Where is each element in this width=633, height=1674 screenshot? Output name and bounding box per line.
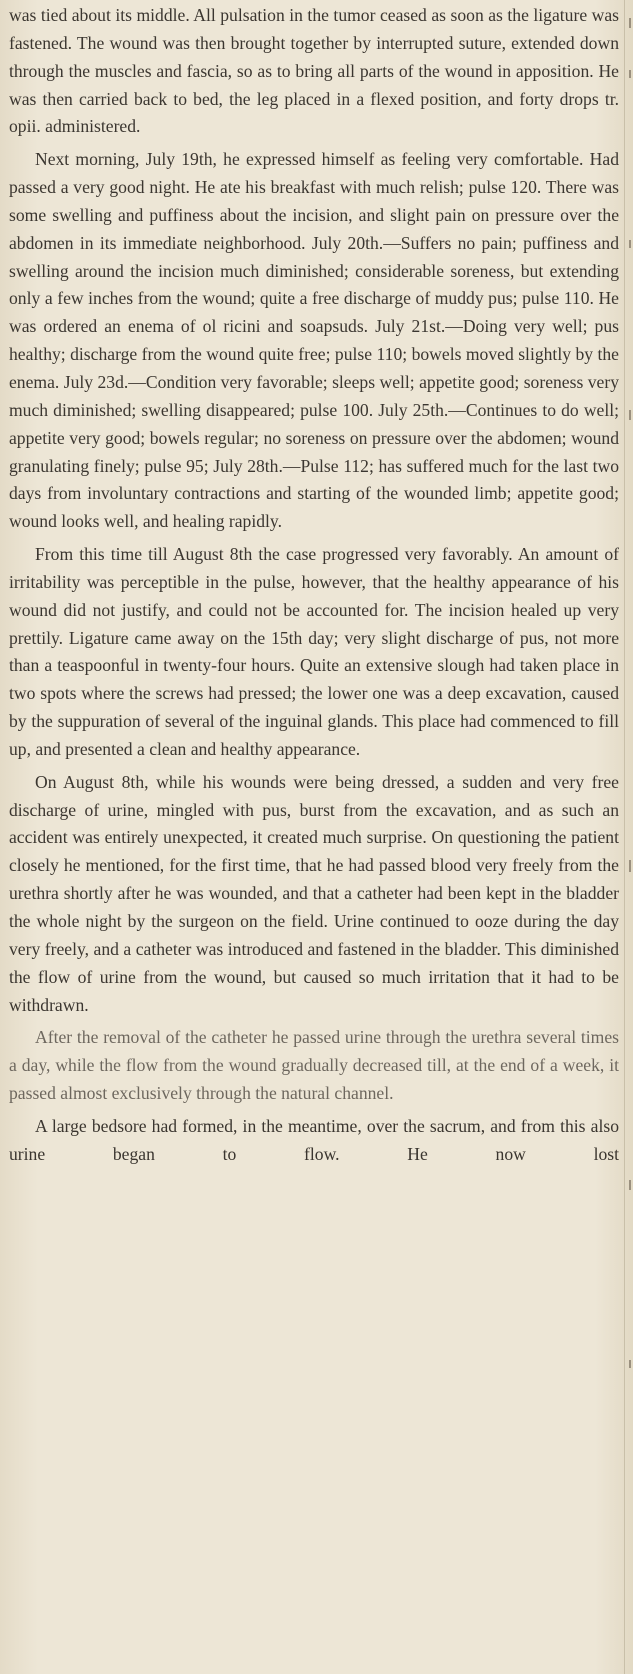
edge-mark (629, 410, 631, 420)
text-column (9, 2, 619, 1174)
paragraph-catheter-removal: After the removal of the catheter he passed urine through the urethra several times a day, while the flow from the wound gradually decreased till, at the end of a week, it passed almost exclusively through the natural channel. (9, 1027, 619, 1104)
page-edge (624, 0, 633, 1674)
paragraph-ligature: was tied about its middle. All pulsation in the tumor ceased as soon as the ligature was fastened. The wound was then brought together by interrupted suture, extended down through the muscles and fascia, so as to bring all parts of the wound in apposition. He was then carried back to bed, the leg placed in a flexed position, and forty drops tr. opii. administered. (9, 5, 619, 137)
paragraph-bedsore: A large bedsore had formed, in the meantime, over the sacrum, and from this also urine began to flow. He now lost (9, 1115, 619, 1164)
edge-mark (629, 240, 631, 248)
edge-mark (629, 70, 631, 78)
paragraph-urine-discharge: On August 8th, while his wounds were being dressed, a sudden and very free discharge of urine, mingled with pus, burst from the excavation, and as such an accident was entirely unexpected, it created much surprise. On questioning the patient closely he mentioned, for the first time, that he had passed blood very freely from the urethra shortly after he was wounded, and that a catheter had been kept in the bladder the whole night by the surgeon on the field. Urine continued to ooze during the day very freely, and a catheter was introduced and fastened in the bladder. This diminished the flow of urine from the wound, but caused so much irritation that it had to be withdrawn. (9, 771, 619, 1015)
edge-mark (629, 860, 631, 872)
paragraph-august-progress: From this time till August 8th the case progressed very favorably. An amount of irritability was perceptible in the pulse, however, that the healthy appearance of his wound did not justify, and could not be accounted for. The incision healed up very prettily. Ligature came away on the 15th day; very slight discharge of pus, not more than a teaspoonful in twenty-four hours. Quite an extensive slough had taken place in two spots where the screws had pressed; the lower one was a deep excavation, caused by the suppuration of several of the inguinal glands. This place had commenced to fill up, and presented a clean and healthy appearance. (9, 544, 619, 759)
paragraph-next-morning: Next morning, July 19th, he expressed himself as feeling very comfortable. Had passed a very good night. He ate his breakfast with much relish; pulse 120. There was some swelling and puffiness about the incision, and slight pain on pressure over the abdomen in its immediate neighborhood. July 20th.—Suffers no pain; puffiness and swelling around the incision much diminished; considerable soreness, but extending only a few inches from the wound; quite a free discharge of muddy pus; pulse 110. He was ordered an enema of ol ricini and soapsuds. July 21st.—Doing very well; pus healthy; discharge from the wound quite free; pulse 110; bowels moved slightly by the enema. July 23d.—Condition very favorable; sleeps well; appetite good; soreness very much diminished; swelling disappeared; pulse 100. July 25th.—Continues to do well; appetite very good; bowels regular; no soreness on pressure over the abdomen; wound granulating finely; pulse 95; July 28th.—Pulse 112; has suffered much for the last two days from involuntary contractions and starting of the wounded limb; appetite good; wound looks well, and healing rapidly. (9, 149, 619, 532)
edge-mark (629, 18, 631, 28)
edge-mark (629, 1180, 631, 1190)
edge-mark (629, 1360, 631, 1368)
